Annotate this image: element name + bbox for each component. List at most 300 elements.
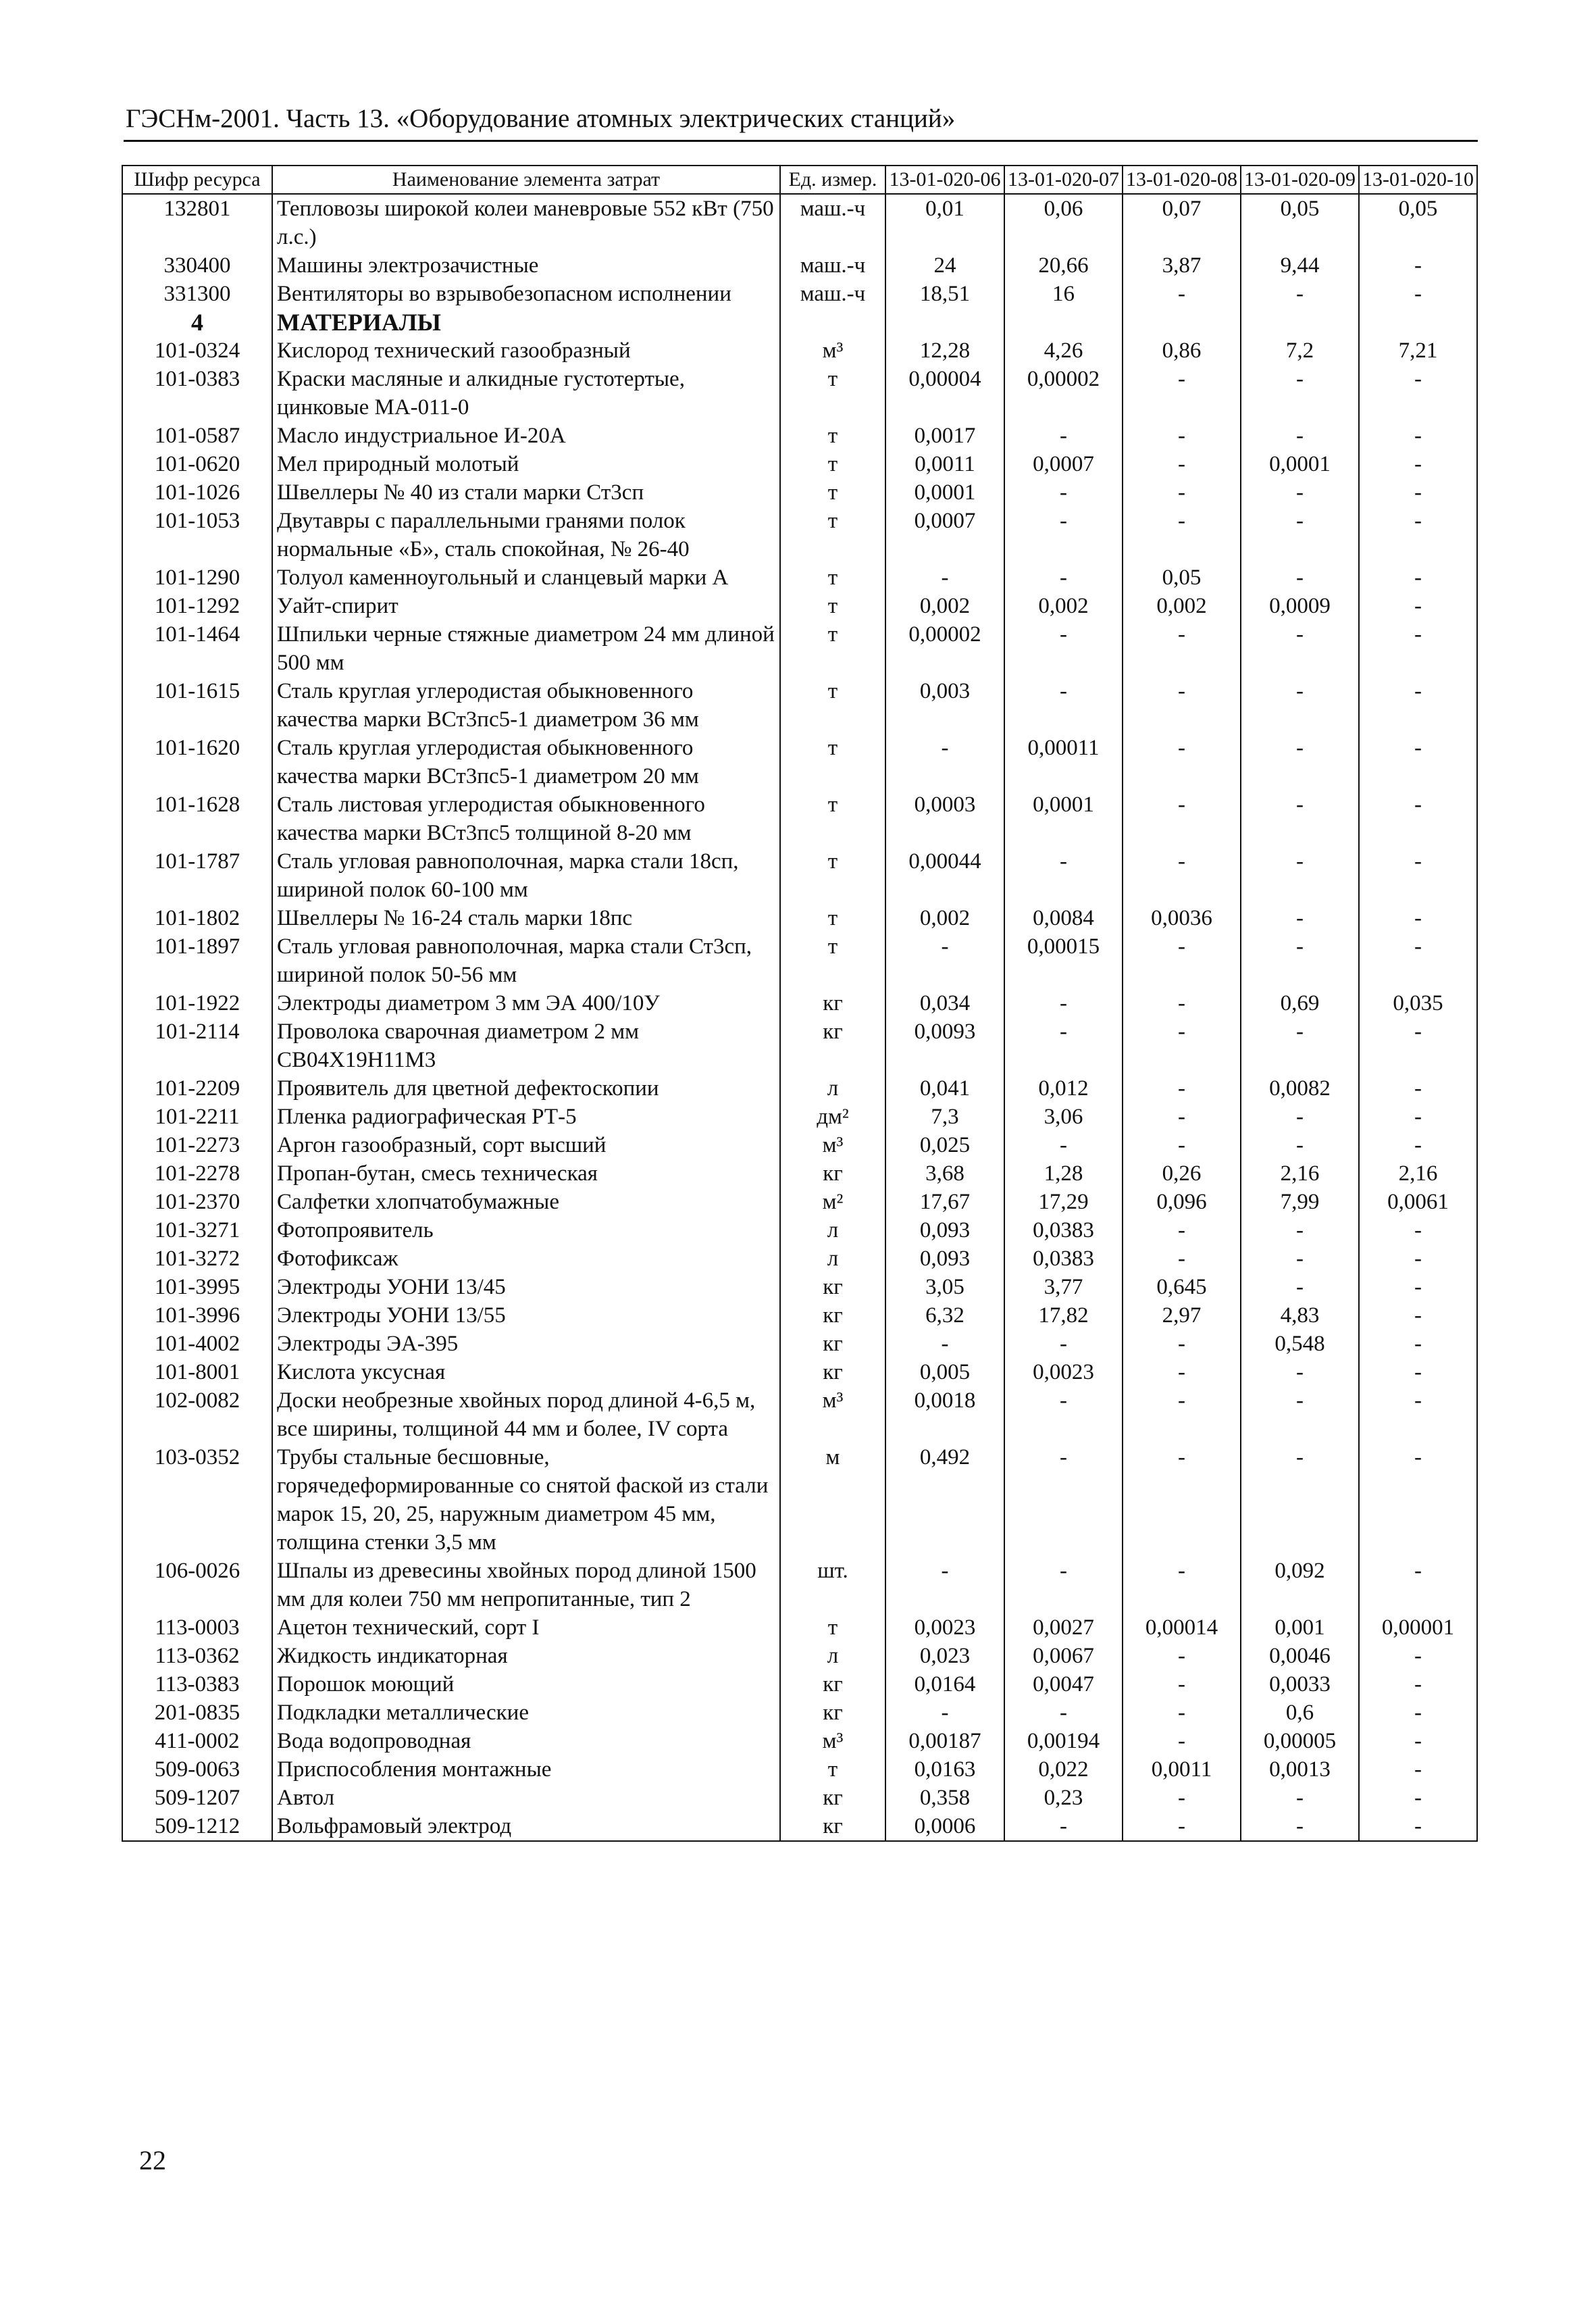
cell-020-06: 12,28 [885, 336, 1004, 365]
cell-020-06: 3,68 [885, 1159, 1004, 1188]
table-row [122, 365, 1477, 422]
cell-code: 509-1207 [122, 1784, 272, 1812]
cell-020-07: 0,002 [1004, 592, 1123, 620]
cell-020-09: 0,092 [1241, 1557, 1359, 1613]
cell-unit: т [780, 478, 885, 507]
cell-020-07: 3,06 [1004, 1103, 1123, 1131]
cell-020-08 [1123, 308, 1241, 336]
cell-unit: м³ [780, 1131, 885, 1159]
cell-020-09: 0,0009 [1241, 592, 1359, 620]
cell-020-08: - [1123, 932, 1241, 989]
table-row [122, 1244, 1477, 1273]
cell-020-08: 0,002 [1123, 592, 1241, 620]
cell-name: Ацетон технический, сорт I [272, 1613, 780, 1642]
col-header-unit: Ед. измер. [780, 166, 885, 194]
cell-name: Электроды УОНИ 13/55 [272, 1301, 780, 1330]
cell-020-08: 0,07 [1123, 194, 1241, 251]
cell-020-08: - [1123, 422, 1241, 450]
cell-020-09: - [1241, 620, 1359, 677]
cell-020-06: 0,002 [885, 904, 1004, 932]
cell-020-06: 0,00187 [885, 1727, 1004, 1755]
cell-020-10: - [1359, 450, 1477, 478]
cell-020-08: - [1123, 1131, 1241, 1159]
cell-020-09: - [1241, 563, 1359, 592]
cell-unit: кг [780, 1017, 885, 1074]
cell-020-06: 0,0011 [885, 450, 1004, 478]
cell-020-09: - [1241, 280, 1359, 308]
cell-unit: л [780, 1074, 885, 1103]
cell-name: Шпильки черные стяжные диаметром 24 мм длиной 500 мм [272, 620, 780, 677]
cell-code: 101-1922 [122, 989, 272, 1017]
cell-020-06: - [885, 932, 1004, 989]
cell-020-10: - [1359, 904, 1477, 932]
cell-020-10: 2,16 [1359, 1159, 1477, 1188]
cell-020-09: - [1241, 734, 1359, 790]
cell-020-10: - [1359, 790, 1477, 847]
cell-code: 132801 [122, 194, 272, 251]
cell-020-08: 2,97 [1123, 1301, 1241, 1330]
cell-020-08: - [1123, 989, 1241, 1017]
cell-020-06: 3,05 [885, 1273, 1004, 1301]
cell-unit: м³ [780, 1386, 885, 1443]
cell-name: Вода водопроводная [272, 1727, 780, 1755]
cell-020-08: - [1123, 847, 1241, 904]
cell-020-08: - [1123, 365, 1241, 422]
table-row [122, 194, 1477, 251]
cell-020-10: - [1359, 932, 1477, 989]
cell-020-08: 0,05 [1123, 563, 1241, 592]
cell-020-06: - [885, 734, 1004, 790]
cell-unit: т [780, 1755, 885, 1784]
cell-020-09: - [1241, 1103, 1359, 1131]
cell-name: Швеллеры № 16-24 сталь марки 18пс [272, 904, 780, 932]
cell-020-09: 0,548 [1241, 1330, 1359, 1358]
cell-020-10: - [1359, 1727, 1477, 1755]
cell-name: Салфетки хлопчатобумажные [272, 1188, 780, 1216]
cell-020-06: 0,034 [885, 989, 1004, 1017]
cell-unit: т [780, 790, 885, 847]
cell-name: Жидкость индикаторная [272, 1642, 780, 1670]
cell-020-06: 0,041 [885, 1074, 1004, 1103]
col-header-020-06: 13-01-020-06 [885, 166, 1004, 194]
cell-name: Шпалы из древесины хвойных пород длиной 1500 мм для колеи 750 мм непропитанные, тип 2 [272, 1557, 780, 1613]
table-row [122, 1074, 1477, 1103]
cell-020-06: 0,0006 [885, 1812, 1004, 1841]
cell-020-06: - [885, 1330, 1004, 1358]
cell-code: 101-3996 [122, 1301, 272, 1330]
cell-020-09: - [1241, 478, 1359, 507]
table-row [122, 1159, 1477, 1188]
cell-020-06: 0,0164 [885, 1670, 1004, 1699]
cell-020-06: - [885, 563, 1004, 592]
cell-name: Тепловозы широкой колеи маневровые 552 кВт (750 л.с.) [272, 194, 780, 251]
cell-name: Подкладки металлические [272, 1699, 780, 1727]
cell-unit: т [780, 592, 885, 620]
cell-020-09: - [1241, 507, 1359, 563]
cell-020-07: 0,0067 [1004, 1642, 1123, 1670]
cell-020-06: - [885, 1699, 1004, 1727]
cell-020-07: - [1004, 1699, 1123, 1727]
cell-name: Доски необрезные хвойных пород длиной 4-6,5 м, все ширины, толщиной 44 мм и более, IV сорта [272, 1386, 780, 1443]
table-row [122, 450, 1477, 478]
table-row [122, 677, 1477, 734]
cell-020-07: 20,66 [1004, 251, 1123, 280]
cell-code: 101-8001 [122, 1358, 272, 1386]
table-row [122, 989, 1477, 1017]
cell-020-06: 0,093 [885, 1216, 1004, 1244]
cell-020-09: - [1241, 1358, 1359, 1386]
cell-020-09: 0,69 [1241, 989, 1359, 1017]
table-row [122, 1103, 1477, 1131]
cell-020-08: - [1123, 677, 1241, 734]
cell-unit: маш.-ч [780, 280, 885, 308]
cell-unit: т [780, 932, 885, 989]
cell-020-09: - [1241, 1784, 1359, 1812]
cell-020-09: - [1241, 1216, 1359, 1244]
cell-020-06: 24 [885, 251, 1004, 280]
cell-020-10: - [1359, 1017, 1477, 1074]
table-row [122, 620, 1477, 677]
cell-020-06: - [885, 1557, 1004, 1613]
cell-020-09: - [1241, 847, 1359, 904]
cell-unit: кг [780, 1699, 885, 1727]
table-row [122, 280, 1477, 308]
cell-020-06: 0,0017 [885, 422, 1004, 450]
cell-020-09: 7,99 [1241, 1188, 1359, 1216]
cell-020-09: 0,0046 [1241, 1642, 1359, 1670]
cell-020-06: 0,0093 [885, 1017, 1004, 1074]
cell-020-10: 7,21 [1359, 336, 1477, 365]
cell-020-06: 18,51 [885, 280, 1004, 308]
cell-unit: т [780, 365, 885, 422]
cell-name: Мел природный молотый [272, 450, 780, 478]
cell-name: Двутавры с параллельными гранями полок нормальные «Б», сталь спокойная, № 26-40 [272, 507, 780, 563]
cell-020-06: 0,00002 [885, 620, 1004, 677]
cell-020-07: - [1004, 989, 1123, 1017]
cell-020-09: - [1241, 1443, 1359, 1557]
cell-unit: л [780, 1642, 885, 1670]
cell-020-06: 0,003 [885, 677, 1004, 734]
cell-020-07: 0,0001 [1004, 790, 1123, 847]
col-header-020-10: 13-01-020-10 [1359, 166, 1477, 194]
cell-020-09: - [1241, 1386, 1359, 1443]
cell-name: Сталь угловая равнополочная, марка стали 18сп, шириной полок 60-100 мм [272, 847, 780, 904]
header-divider [124, 140, 1478, 142]
cell-unit: т [780, 563, 885, 592]
col-header-name: Наименование элемента затрат [272, 166, 780, 194]
cell-unit: т [780, 422, 885, 450]
table-row [122, 790, 1477, 847]
cell-020-07: 0,00194 [1004, 1727, 1123, 1755]
page-number: 22 [139, 2145, 166, 2175]
cell-code: 102-0082 [122, 1386, 272, 1443]
cell-name: Машины электрозачистные [272, 251, 780, 280]
col-header-020-08: 13-01-020-08 [1123, 166, 1241, 194]
cell-code: 101-2211 [122, 1103, 272, 1131]
cell-020-09: 0,05 [1241, 194, 1359, 251]
table-row [122, 734, 1477, 790]
cell-code: 101-1053 [122, 507, 272, 563]
cell-020-10: - [1359, 365, 1477, 422]
cell-name: Сталь круглая углеродистая обыкновенного качества марки ВСт3пс5-1 диаметром 36 мм [272, 677, 780, 734]
cell-code: 101-2273 [122, 1131, 272, 1159]
cell-020-09: 0,0013 [1241, 1755, 1359, 1784]
table-row [122, 507, 1477, 563]
cell-020-06: 17,67 [885, 1188, 1004, 1216]
cell-unit: т [780, 1613, 885, 1642]
cell-020-08: - [1123, 1244, 1241, 1273]
cell-020-07: 0,0047 [1004, 1670, 1123, 1699]
cell-name: Кислород технический газообразный [272, 336, 780, 365]
cell-020-07: - [1004, 620, 1123, 677]
cell-code: 101-2278 [122, 1159, 272, 1188]
cell-name: Сталь угловая равнополочная, марка стали Ст3сп, шириной полок 50-56 мм [272, 932, 780, 989]
cell-code: 509-1212 [122, 1812, 272, 1841]
table-row [122, 1188, 1477, 1216]
cell-020-10: - [1359, 1074, 1477, 1103]
cell-020-08: - [1123, 1557, 1241, 1613]
cell-unit: м [780, 1443, 885, 1557]
cell-unit [780, 308, 885, 336]
cell-020-08: 0,26 [1123, 1159, 1241, 1188]
table-header-row [122, 166, 1477, 194]
cell-020-06 [885, 308, 1004, 336]
cell-020-07: 0,0383 [1004, 1216, 1123, 1244]
cell-unit: л [780, 1216, 885, 1244]
cell-020-07: 4,26 [1004, 336, 1123, 365]
cell-code: 101-1620 [122, 734, 272, 790]
cell-020-09: 0,0033 [1241, 1670, 1359, 1699]
cell-020-10: - [1359, 847, 1477, 904]
table-row [122, 1216, 1477, 1244]
cell-code: 101-3995 [122, 1273, 272, 1301]
cell-unit: м³ [780, 1727, 885, 1755]
cell-020-08: - [1123, 1017, 1241, 1074]
table-row [122, 1784, 1477, 1812]
cell-code: 330400 [122, 251, 272, 280]
cell-020-08: - [1123, 734, 1241, 790]
cell-020-10: - [1359, 1358, 1477, 1386]
table-row [122, 847, 1477, 904]
cell-020-08: 0,0011 [1123, 1755, 1241, 1784]
cell-020-06: 0,0003 [885, 790, 1004, 847]
cell-020-08: - [1123, 1216, 1241, 1244]
col-header-020-09: 13-01-020-09 [1241, 166, 1359, 194]
cell-unit: кг [780, 1812, 885, 1841]
cell-020-06: 0,0001 [885, 478, 1004, 507]
cell-020-08: - [1123, 1103, 1241, 1131]
cell-020-07: 17,82 [1004, 1301, 1123, 1330]
cell-code: 101-1615 [122, 677, 272, 734]
cell-020-06: 0,0018 [885, 1386, 1004, 1443]
cell-020-08: - [1123, 1330, 1241, 1358]
cell-unit: кг [780, 1159, 885, 1188]
cell-code: 101-2209 [122, 1074, 272, 1103]
cell-020-06: 6,32 [885, 1301, 1004, 1330]
cell-020-07: 0,0023 [1004, 1358, 1123, 1386]
cell-code: 101-4002 [122, 1330, 272, 1358]
cell-020-10: - [1359, 1642, 1477, 1670]
cell-020-08: - [1123, 1642, 1241, 1670]
cell-020-07: 0,00002 [1004, 365, 1123, 422]
cell-020-07: 1,28 [1004, 1159, 1123, 1188]
cell-020-06: 0,492 [885, 1443, 1004, 1557]
cell-020-10: - [1359, 1244, 1477, 1273]
table-row [122, 1699, 1477, 1727]
cell-020-08: 0,86 [1123, 336, 1241, 365]
cell-code: 106-0026 [122, 1557, 272, 1613]
cell-020-10: - [1359, 1443, 1477, 1557]
cell-020-10: - [1359, 620, 1477, 677]
cell-020-10: - [1359, 1386, 1477, 1443]
cell-code: 101-0620 [122, 450, 272, 478]
cell-020-07: - [1004, 677, 1123, 734]
cell-020-08: 0,0036 [1123, 904, 1241, 932]
cell-name: Электроды УОНИ 13/45 [272, 1273, 780, 1301]
cell-020-08: - [1123, 280, 1241, 308]
section-row [122, 308, 1477, 336]
cell-020-07: 0,23 [1004, 1784, 1123, 1812]
cell-code: 101-2114 [122, 1017, 272, 1074]
table-row [122, 563, 1477, 592]
cell-020-07 [1004, 308, 1123, 336]
cell-020-07: - [1004, 847, 1123, 904]
table-row [122, 336, 1477, 365]
cell-name: Краски масляные и алкидные густотертые, цинковые МА-011-0 [272, 365, 780, 422]
cell-020-06: 0,00044 [885, 847, 1004, 904]
cell-020-10: 0,05 [1359, 194, 1477, 251]
cell-020-07: - [1004, 1386, 1123, 1443]
table-row [122, 478, 1477, 507]
cell-unit: кг [780, 1301, 885, 1330]
cell-name: Электроды диаметром 3 мм ЭА 400/10У [272, 989, 780, 1017]
cell-020-06: 7,3 [885, 1103, 1004, 1131]
table-row [122, 932, 1477, 989]
cell-unit: кг [780, 1784, 885, 1812]
cell-020-08: - [1123, 790, 1241, 847]
cell-name: Пленка радиографическая РТ-5 [272, 1103, 780, 1131]
cell-020-09: - [1241, 904, 1359, 932]
cell-020-10: - [1359, 1301, 1477, 1330]
cell-020-07: - [1004, 563, 1123, 592]
cell-020-09: 0,6 [1241, 1699, 1359, 1727]
cell-020-09: - [1241, 1244, 1359, 1273]
cell-unit: м² [780, 1188, 885, 1216]
cell-code: 101-0587 [122, 422, 272, 450]
cell-name: Фотопроявитель [272, 1216, 780, 1244]
cell-020-07: - [1004, 478, 1123, 507]
cell-020-10: - [1359, 1812, 1477, 1841]
cell-020-10: - [1359, 1273, 1477, 1301]
cell-unit: маш.-ч [780, 194, 885, 251]
cell-020-07: - [1004, 1812, 1123, 1841]
cell-unit: кг [780, 1273, 885, 1301]
cell-020-07: 0,00015 [1004, 932, 1123, 989]
cell-020-09: - [1241, 1812, 1359, 1841]
cell-unit: кг [780, 1358, 885, 1386]
cell-020-07: 3,77 [1004, 1273, 1123, 1301]
cell-020-08: - [1123, 1670, 1241, 1699]
cell-name: МАТЕРИАЛЫ [272, 308, 780, 336]
cell-020-09: 0,001 [1241, 1613, 1359, 1642]
cell-020-06: 0,00004 [885, 365, 1004, 422]
cell-020-06: 0,0163 [885, 1755, 1004, 1784]
cell-020-07: 0,0007 [1004, 450, 1123, 478]
cell-020-10: - [1359, 422, 1477, 450]
table-row [122, 1443, 1477, 1557]
cell-020-10: - [1359, 677, 1477, 734]
cell-name: Фотофиксаж [272, 1244, 780, 1273]
cell-020-07: - [1004, 422, 1123, 450]
cell-020-10: - [1359, 251, 1477, 280]
cell-code: 101-1292 [122, 592, 272, 620]
cell-020-10: - [1359, 1699, 1477, 1727]
cell-code: 509-0063 [122, 1755, 272, 1784]
cell-020-07: - [1004, 1131, 1123, 1159]
cell-code: 101-1290 [122, 563, 272, 592]
table-row [122, 904, 1477, 932]
cell-code: 101-3272 [122, 1244, 272, 1273]
cell-020-06: 0,01 [885, 194, 1004, 251]
cell-020-06: 0,0007 [885, 507, 1004, 563]
table-row [122, 1273, 1477, 1301]
cell-020-07: - [1004, 507, 1123, 563]
cell-020-09: - [1241, 1273, 1359, 1301]
cell-020-08: - [1123, 1699, 1241, 1727]
cell-020-10: - [1359, 1330, 1477, 1358]
cell-020-06: 0,0023 [885, 1613, 1004, 1642]
col-header-code: Шифр ресурса [122, 166, 272, 194]
cell-name: Масло индустриальное И-20А [272, 422, 780, 450]
cell-unit: т [780, 677, 885, 734]
cell-020-06: 0,025 [885, 1131, 1004, 1159]
cell-020-09: 0,00005 [1241, 1727, 1359, 1755]
table-row [122, 1330, 1477, 1358]
cell-020-08: - [1123, 450, 1241, 478]
cell-name: Вентиляторы во взрывобезопасном исполнении [272, 280, 780, 308]
cell-020-10: 0,035 [1359, 989, 1477, 1017]
table-row [122, 1613, 1477, 1642]
cell-020-07: 17,29 [1004, 1188, 1123, 1216]
cell-code: 101-2370 [122, 1188, 272, 1216]
cell-code: 201-0835 [122, 1699, 272, 1727]
cell-name: Проявитель для цветной дефектоскопии [272, 1074, 780, 1103]
cell-code: 411-0002 [122, 1727, 272, 1755]
cell-020-08: - [1123, 1074, 1241, 1103]
cell-name: Уайт-спирит [272, 592, 780, 620]
cell-020-10: - [1359, 1755, 1477, 1784]
cell-020-10: - [1359, 563, 1477, 592]
cell-unit: дм² [780, 1103, 885, 1131]
cell-020-09: 0,0001 [1241, 450, 1359, 478]
cell-020-07: 0,022 [1004, 1755, 1123, 1784]
cell-020-07: 0,06 [1004, 194, 1123, 251]
cell-020-08: - [1123, 1386, 1241, 1443]
cell-code: 101-1802 [122, 904, 272, 932]
cell-name: Толуол каменноугольный и сланцевый марки А [272, 563, 780, 592]
cell-020-07: - [1004, 1557, 1123, 1613]
cell-unit: т [780, 620, 885, 677]
cell-code: 103-0352 [122, 1443, 272, 1557]
cell-020-08: 0,00014 [1123, 1613, 1241, 1642]
resource-table [122, 165, 1478, 1842]
cell-020-06: 0,023 [885, 1642, 1004, 1670]
cell-code: 101-3271 [122, 1216, 272, 1244]
cell-020-09 [1241, 308, 1359, 336]
cell-020-06: 0,093 [885, 1244, 1004, 1273]
table-row [122, 1755, 1477, 1784]
cell-020-07: 0,0084 [1004, 904, 1123, 932]
